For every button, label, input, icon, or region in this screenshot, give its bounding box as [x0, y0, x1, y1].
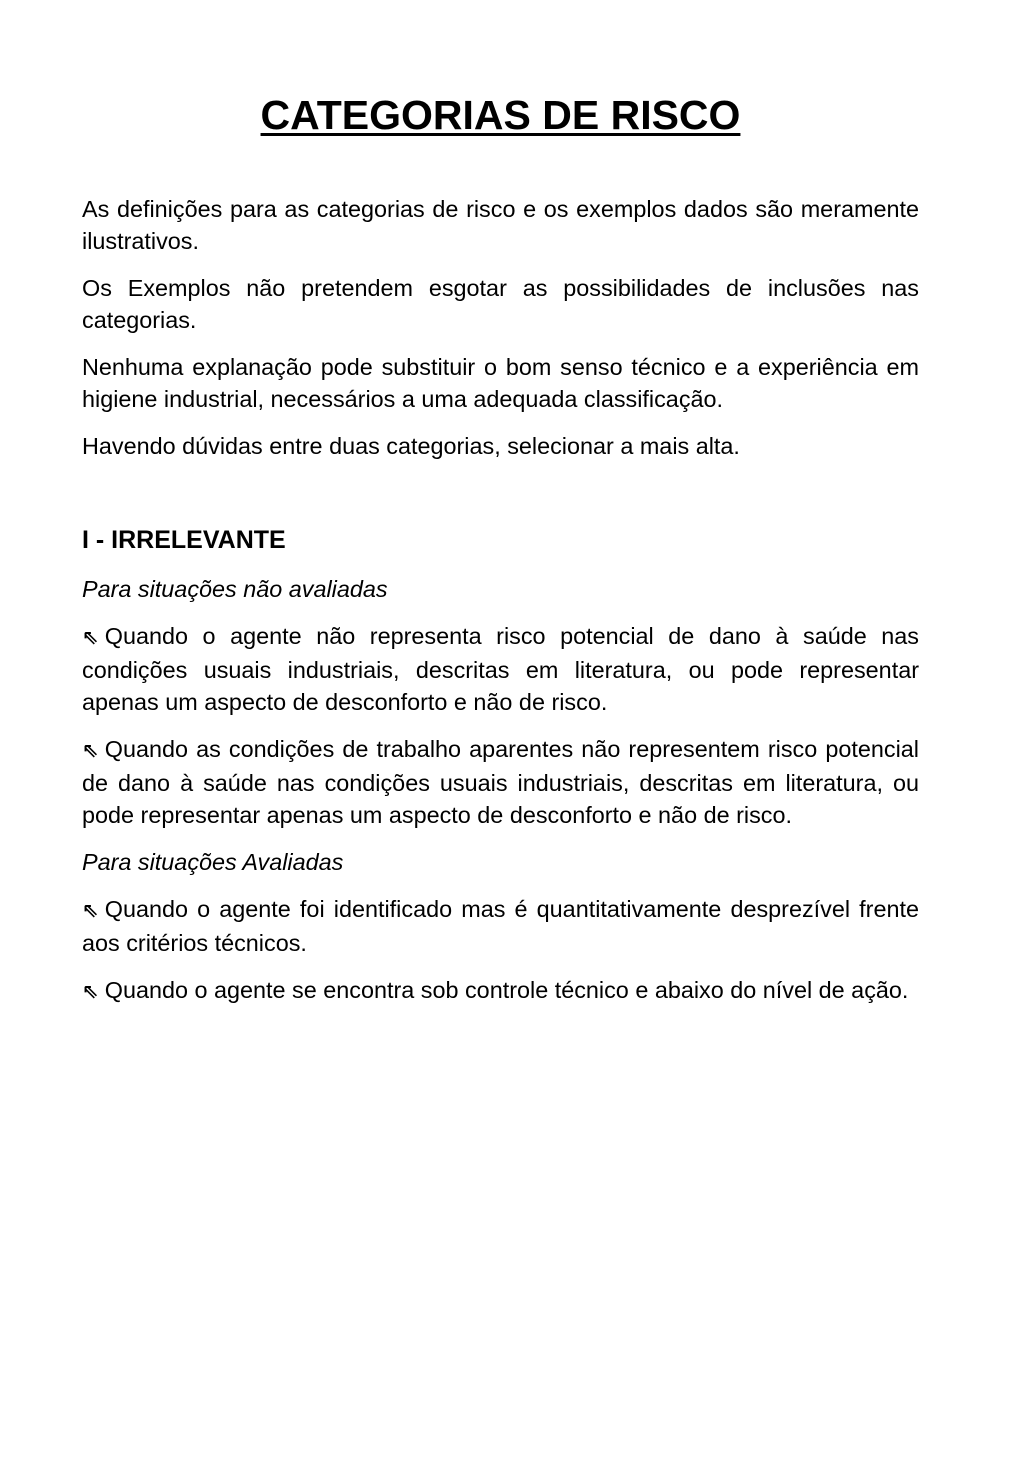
- group-subtitle: Para situações Avaliadas: [82, 849, 344, 875]
- arrow-up-left-icon: ⇖: [82, 900, 99, 922]
- arrow-up-left-icon: ⇖: [82, 740, 99, 762]
- arrow-up-left-icon: ⇖: [82, 981, 99, 1003]
- list-item: [82, 974, 919, 1008]
- intro-paragraph: Havendo dúvidas entre duas categorias, selecionar a mais alta.: [82, 433, 740, 459]
- arrow-up-left-icon: ⇖: [82, 627, 99, 649]
- intro-paragraph: Nenhuma explanação pode substituir o bom senso técnico e a experiência em higiene industrial, necessários a uma adequada classificação.: [82, 354, 919, 412]
- page-title: [82, 90, 919, 140]
- document-page: [82, 0, 919, 1023]
- intro-section: [82, 193, 919, 462]
- group-subtitle: Para situações não avaliadas: [82, 576, 388, 602]
- list-item-text: Quando o agente não representa risco potencial de dano à saúde nas condições usuais industriais, descritas em literatura, ou pode representar apenas um aspecto de desconforto e não de risco.: [82, 623, 919, 715]
- list-item-text: Quando as condições de trabalho aparentes não representem risco potencial de dano à saúde nas condições usuais industriais, descritas em literatura, ou pode representar apenas um aspecto de desconforto e não de risco.: [82, 736, 919, 828]
- list-item: [82, 893, 919, 959]
- section-heading: I - IRRELEVANTE: [82, 526, 286, 554]
- intro-paragraph: As definições para as categorias de risco e os exemplos dados são meramente ilustrativos.: [82, 196, 919, 254]
- list-item-text: Quando o agente foi identificado mas é quantitativamente desprezível frente aos critérios técnicos.: [82, 896, 919, 956]
- intro-paragraph: Os Exemplos não pretendem esgotar as possibilidades de inclusões nas categorias.: [82, 275, 919, 333]
- list-item: [82, 620, 919, 718]
- list-item: [82, 733, 919, 831]
- list-item-text: Quando o agente se encontra sob controle técnico e abaixo do nível de ação.: [104, 977, 909, 1003]
- page-title-text: CATEGORIAS DE RISCO: [260, 92, 741, 138]
